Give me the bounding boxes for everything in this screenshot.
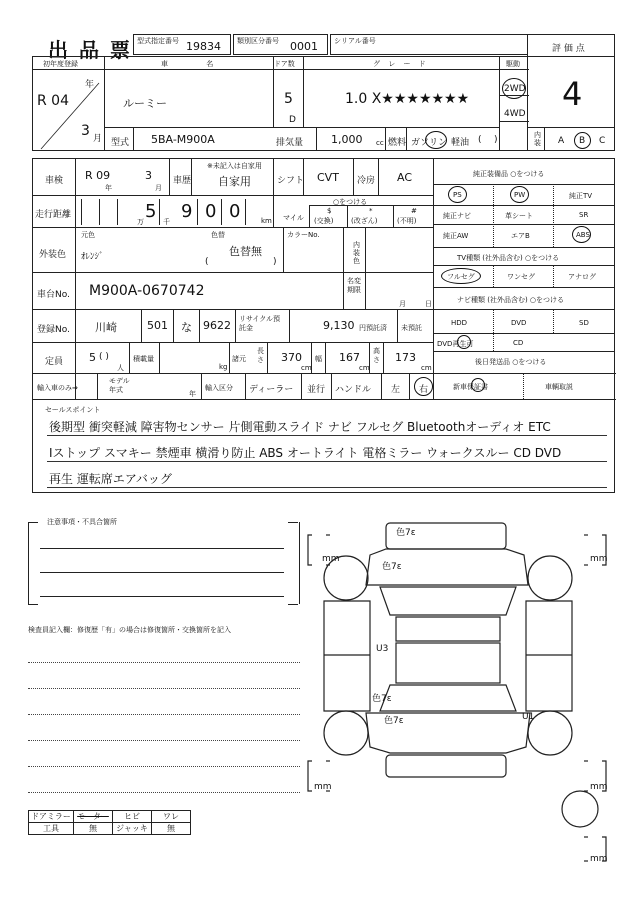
mm-label-5: mm <box>590 854 608 864</box>
mileage-digit-1: 5 <box>145 201 157 222</box>
damage-mark-6: U1 <box>522 712 535 722</box>
page-title: 出 品 票 <box>48 38 132 62</box>
reg-year: R 04 <box>37 93 69 109</box>
spec-box: 車検 R 09 年 3 月 車歴 ※未記入は自家用 自家用 シフト CVT 冷房 AC 走行距離 万 5 千 9 0 0 km マイル ○をつける $ (交換) * (改ざん) # (不明) 外装色 元色 ｵﾚﾝｼﾞ 色替 色替無 ( ) カラーNo. 内装色 車台No. M900A-0670742 名変期限 月 日 登録No. 川崎 501 な 9622 リサイクル預託金 9,130 円預託済 未預託 定員 5 ( ) 人 積載量 kg 諸元 長さ 370 cm 幅 167 cm 高さ 173 cm 輸入車のみ⇒ モデル年式 年 輸入区分 ディーラー 並行 ハンドル 左 右 純正装備品 ○をつける PS PW 純正TV 純正ナビ 革シート SR 純正AW エアB ABS TV種類 (社外品含む) ○をつける フルセグ ワンセグ アナログ ナビ種類 (社外品含む) ○をつける HDD DVD SD DVD再生可 CD 後日発送品 ○をつける 新車保証書 車輌取説 セールスポイント 後期型 衝突軽減 障害物センサー 片側電動スライド ナビ フルセグ Bluetoothオーディオ ETC Iストップ スマキー 禁煙車 横滑り防止 ABS オートライト 電格ミラー ウォークスルー CD DVD 再生 運転席エアバッグ <box>32 158 615 493</box>
reg-num: 9622 <box>203 319 231 332</box>
checks-table: ドアミラー モーター ヒビ ワレ 工具 無 ジャッキ 無 <box>28 810 191 835</box>
width: 167 <box>339 351 360 364</box>
reg-city: 川崎 <box>95 321 117 334</box>
displacement: 1,000 <box>331 133 363 146</box>
capacity: 5 <box>89 351 96 364</box>
model: 5BA-M900A <box>151 133 215 146</box>
vehicle-info-box: 初年度登録 車 名 ドア数 グ レ ー ド 駆動 年 R 04 3 月 ルーミー 5 D 1.0 X★★★★★★★ 2WD 4WD 型式 5BA-M900A 排気量 1,000 cc 燃料 ガソリン 軽油 ( ) <box>32 56 528 151</box>
sales-point-line-1: 後期型 衝突軽減 障害物センサー 片側電動スライド ナビ フルセグ Bluetoothオーディオ ETC <box>49 420 551 434</box>
vehicle-name: ルーミー <box>123 97 167 110</box>
ps-circle <box>448 186 467 203</box>
reg-kana: な <box>181 321 192 334</box>
serial-no-box: シリアル番号 <box>330 34 528 55</box>
mm-label-3: mm <box>314 782 332 792</box>
mileage-digit-3: 0 <box>205 201 217 222</box>
repaint: 色替無 <box>229 245 262 258</box>
damage-mark-3: U3 <box>376 644 389 654</box>
warranty-circle <box>471 378 485 392</box>
mm-label-1: mm <box>322 554 340 564</box>
damage-mark-5: 色7ε <box>384 716 404 726</box>
category-no-box: 類別区分番号 0001 <box>233 34 328 55</box>
inspection-year: R 09 <box>85 169 111 182</box>
mm-label-2: mm <box>590 554 608 564</box>
drive-2wd-circle <box>502 78 526 99</box>
mileage-digit-2: 9 <box>181 201 193 222</box>
caution-label: 注意事項・不具合箇所 <box>44 517 120 527</box>
fuel-gas-circle <box>425 131 447 149</box>
recycle-amount: 9,130 <box>323 319 355 332</box>
abs-circle <box>572 226 591 243</box>
fullseg-circle <box>441 268 481 284</box>
sales-point-line-3: 再生 運転席エアバッグ <box>49 472 172 486</box>
rating-score: 4 <box>562 75 583 113</box>
grade: 1.0 X★★★★★★★ <box>345 91 470 107</box>
ac: AC <box>397 171 413 184</box>
handle-right-circle <box>414 377 433 396</box>
doors: 5 <box>284 91 293 107</box>
shift: CVT <box>317 171 339 184</box>
height: 173 <box>395 351 416 364</box>
mileage-digit-4: 0 <box>229 201 241 222</box>
pw-circle <box>510 186 529 203</box>
rating-box: 評 価 点 4 内装 A B C <box>527 34 615 151</box>
inspection-month: 3 <box>145 169 152 182</box>
caution-bracket <box>28 522 300 604</box>
length: 370 <box>281 351 302 364</box>
mm-label-4: mm <box>590 782 608 792</box>
history: 自家用 <box>218 175 251 188</box>
original-color: ｵﾚﾝｼﾞ <box>81 252 104 262</box>
model-no-box: 型式指定番号 19834 <box>133 34 231 55</box>
damage-mark-4: 色7ε <box>372 694 392 704</box>
chassis-no: M900A-0670742 <box>89 283 205 299</box>
damage-mark-1: 色7ε <box>396 528 416 538</box>
dvd-play-circle <box>457 335 471 349</box>
category-no: 0001 <box>290 40 318 53</box>
motor-cell: モーター <box>74 811 113 823</box>
reg-class: 501 <box>147 319 168 332</box>
sales-point-line-2: Iストップ スマキー 禁煙車 横滑り防止 ABS オートライト 電格ミラー ウォークスルー CD DVD <box>49 446 562 460</box>
reg-month: 3 <box>81 123 90 139</box>
equipment-panel: 純正装備品 ○をつける PS PW 純正TV 純正ナビ 革シート SR 純正AW エアB ABS TV種類 (社外品含む) ○をつける フルセグ ワンセグ アナログ ナビ種類 (社外品含む) ○をつける HDD DVD SD DVD再生可 CD 後日発送品 ○をつける 新車保証書 車輌取説 <box>433 159 614 399</box>
damage-mark-2: 色7ε <box>382 562 402 572</box>
car-damage-diagram <box>300 515 620 865</box>
model-no: 19834 <box>186 40 221 53</box>
interior-b-circle <box>574 132 591 149</box>
inspector-label: 検査員記入欄：修復歴「有」の場合は修復箇所・交換箇所を記入 <box>28 626 231 634</box>
